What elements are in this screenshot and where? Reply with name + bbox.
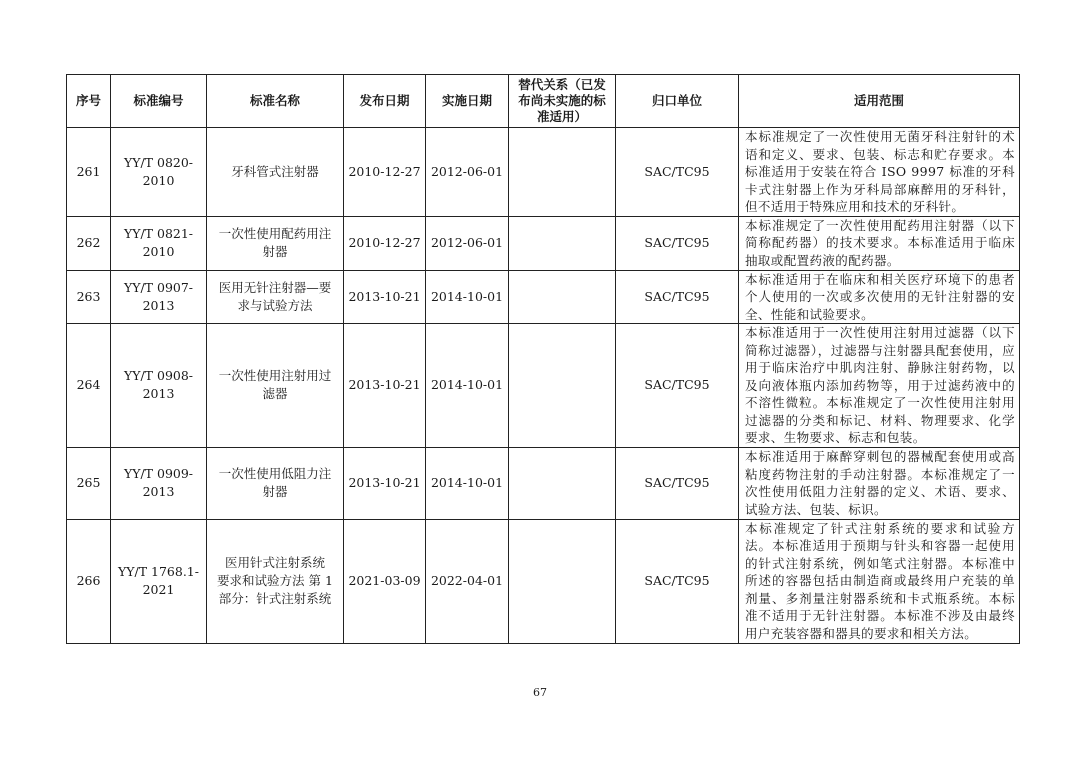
header-replacement: 替代关系（已发布尚未实施的标准适用） <box>509 75 616 128</box>
cell-seq: 261 <box>67 128 111 217</box>
cell-replacement <box>509 519 616 643</box>
cell-effective-date: 2014-10-01 <box>426 270 509 324</box>
header-seq: 序号 <box>67 75 111 128</box>
table-row <box>67 270 1020 324</box>
cell-scope: 本标准规定了一次性使用无菌牙科注射针的术语和定义、要求、包装、标志和贮存要求。本标准适用于安装在符合 ISO 9997 标准的牙科卡式注射器上作为牙科局部麻醉用的牙科针，但不适用于特殊应用和技术的牙科针。 <box>739 128 1020 217</box>
cell-seq: 264 <box>67 324 111 448</box>
cell-effective-date: 2012-06-01 <box>426 216 509 270</box>
cell-code: YY/T 0821-2010 <box>111 216 207 270</box>
cell-name: 医用针式注射系统 要求和试验方法 第 1 部分：针式注射系统 <box>207 519 344 643</box>
page-number: 67 <box>533 686 547 699</box>
table-row <box>67 447 1020 519</box>
cell-replacement <box>509 270 616 324</box>
cell-org: SAC/TC95 <box>616 216 739 270</box>
cell-org: SAC/TC95 <box>616 270 739 324</box>
cell-publish-date: 2013-10-21 <box>344 447 426 519</box>
cell-seq: 265 <box>67 447 111 519</box>
cell-org: SAC/TC95 <box>616 447 739 519</box>
cell-name: 一次性使用低阻力注射器 <box>207 447 344 519</box>
cell-code: YY/T 0907-2013 <box>111 270 207 324</box>
table-row <box>67 519 1020 643</box>
cell-effective-date: 2012-06-01 <box>426 128 509 217</box>
table-row <box>67 216 1020 270</box>
cell-replacement <box>509 128 616 217</box>
cell-name: 医用无针注射器—要求与试验方法 <box>207 270 344 324</box>
cell-publish-date: 2010-12-27 <box>344 216 426 270</box>
header-effective-date: 实施日期 <box>426 75 509 128</box>
cell-replacement <box>509 216 616 270</box>
header-name: 标准名称 <box>207 75 344 128</box>
cell-effective-date: 2022-04-01 <box>426 519 509 643</box>
cell-scope: 本标准规定了一次性使用配药用注射器（以下简称配药器）的技术要求。本标准适用于临床抽取或配置药液的配药器。 <box>739 216 1020 270</box>
cell-org: SAC/TC95 <box>616 324 739 448</box>
table-row <box>67 324 1020 448</box>
cell-name: 一次性使用注射用过滤器 <box>207 324 344 448</box>
header-publish-date: 发布日期 <box>344 75 426 128</box>
standards-table <box>66 74 1020 644</box>
cell-seq: 263 <box>67 270 111 324</box>
cell-name: 一次性使用配药用注射器 <box>207 216 344 270</box>
cell-replacement <box>509 324 616 448</box>
cell-code: YY/T 0909-2013 <box>111 447 207 519</box>
cell-effective-date: 2014-10-01 <box>426 447 509 519</box>
cell-code: YY/T 0908-2013 <box>111 324 207 448</box>
header-org: 归口单位 <box>616 75 739 128</box>
cell-code: YY/T 1768.1-2021 <box>111 519 207 643</box>
cell-publish-date: 2013-10-21 <box>344 270 426 324</box>
cell-scope: 本标准适用于一次性使用注射用过滤器（以下简称过滤器），过滤器与注射器具配套使用，应用于临床治疗中肌肉注射、静脉注射药物，以及向液体瓶内添加药物等，用于过滤药液中的不溶性微粒。本标准规定了一次性使用注射用过滤器的分类和标记、材料、物理要求、化学要求、生物要求、标志和包装。 <box>739 324 1020 448</box>
cell-org: SAC/TC95 <box>616 519 739 643</box>
cell-scope: 本标准适用于在临床和相关医疗环境下的患者个人使用的一次或多次使用的无针注射器的安全、性能和试验要求。 <box>739 270 1020 324</box>
cell-code: YY/T 0820-2010 <box>111 128 207 217</box>
cell-publish-date: 2013-10-21 <box>344 324 426 448</box>
cell-name: 牙科管式注射器 <box>207 128 344 217</box>
header-scope: 适用范围 <box>739 75 1020 128</box>
cell-replacement <box>509 447 616 519</box>
table-header-row <box>67 75 1020 128</box>
table-row <box>67 128 1020 217</box>
cell-scope: 本标准规定了针式注射系统的要求和试验方法。本标准适用于预期与针头和容器一起使用的针式注射系统，例如笔式注射器。本标准中所述的容器包括由制造商或最终用户充装的单剂量、多剂量注射器系统和卡式瓶系统。本标准不适用于无针注射器。本标准不涉及由最终用户充装容器和器具的要求和相关方法。 <box>739 519 1020 643</box>
cell-effective-date: 2014-10-01 <box>426 324 509 448</box>
cell-org: SAC/TC95 <box>616 128 739 217</box>
cell-seq: 266 <box>67 519 111 643</box>
cell-publish-date: 2010-12-27 <box>344 128 426 217</box>
cell-seq: 262 <box>67 216 111 270</box>
header-code: 标准编号 <box>111 75 207 128</box>
cell-scope: 本标准适用于麻醉穿刺包的器械配套使用或高粘度药物注射的手动注射器。本标准规定了一次性使用低阻力注射器的定义、术语、要求、试验方法、包装、标识。 <box>739 447 1020 519</box>
cell-publish-date: 2021-03-09 <box>344 519 426 643</box>
